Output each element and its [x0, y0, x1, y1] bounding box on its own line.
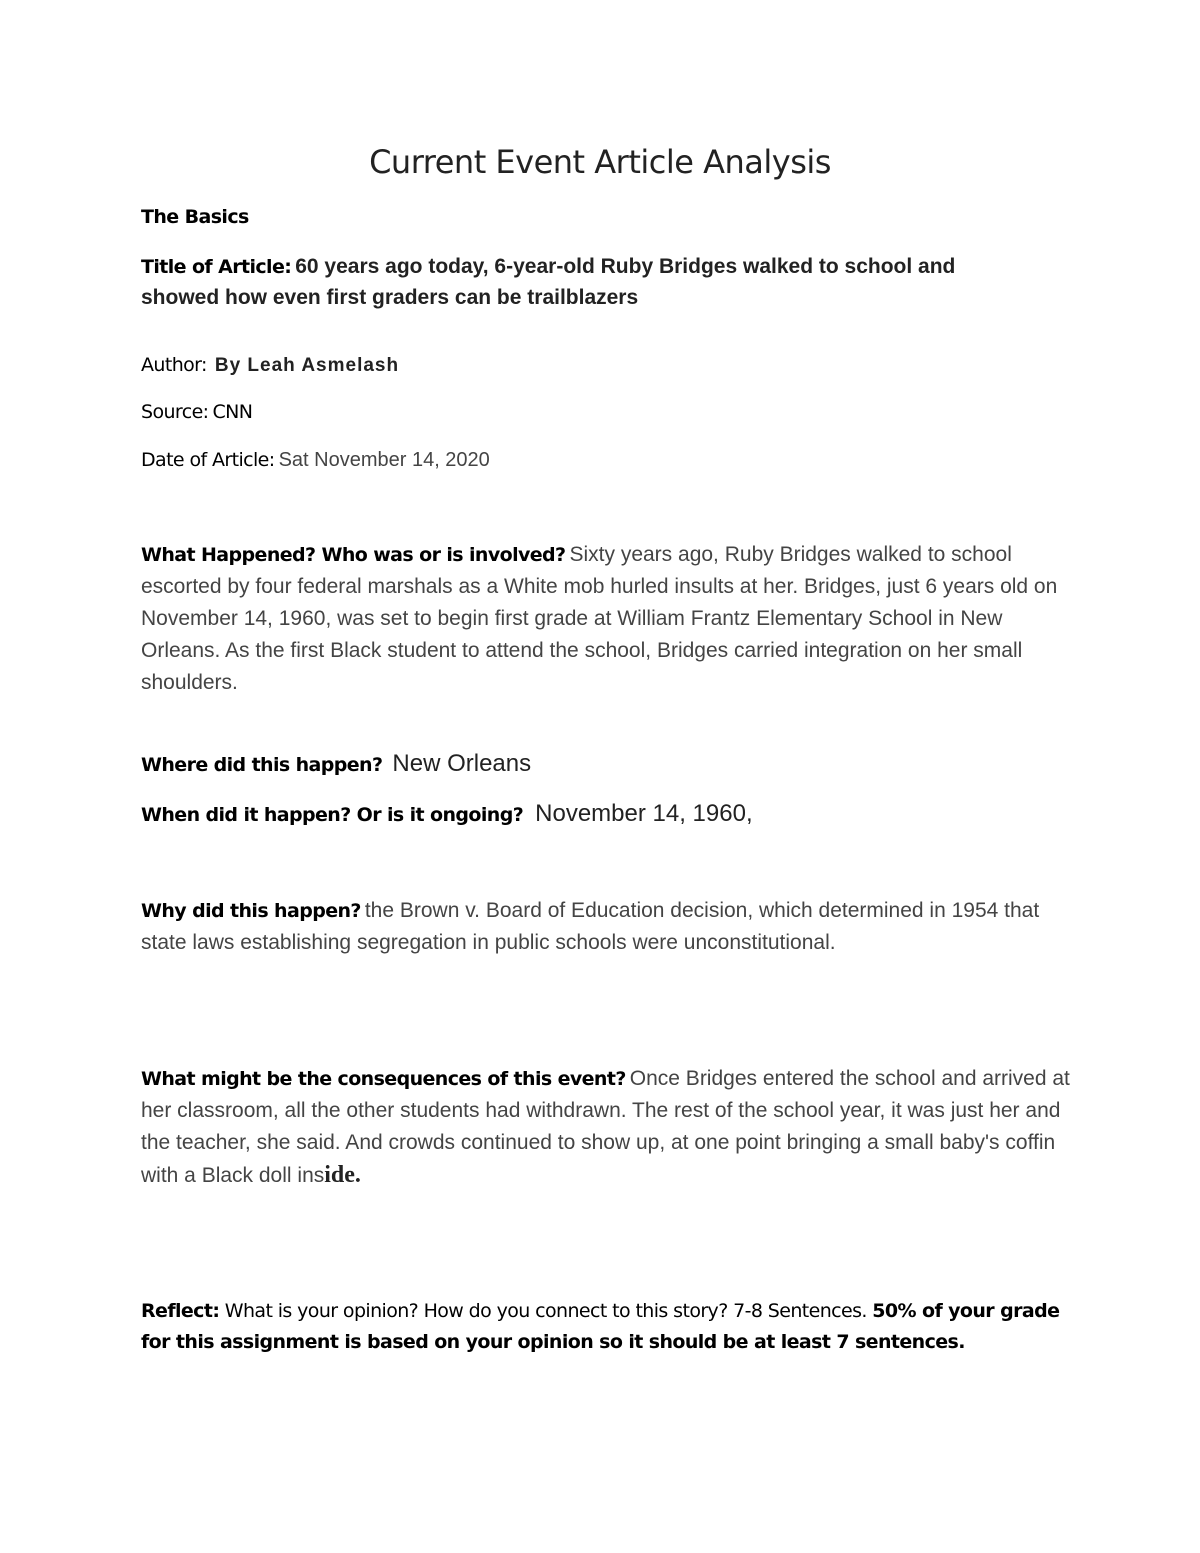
author-field [141, 354, 399, 377]
reflect-percent: 50 [872, 1300, 898, 1322]
reflect-label: Reflect: [141, 1300, 220, 1322]
where-field [141, 750, 531, 778]
source-field [141, 401, 252, 423]
source-label: Source: [141, 401, 209, 423]
why-field [141, 896, 1071, 960]
where-answer: New Orleans [392, 750, 532, 777]
author-label: Author: [141, 354, 207, 376]
article-title-field [141, 252, 1071, 314]
reflect-prompt: What is your opinion? How do you connect to this story? 7-8 Sentences. [224, 1300, 867, 1322]
consequences-answer: Once Bridges entered the school and arrived at her classroom, all the other students had withdrawn. The rest of the school year, it was just her and the teacher, she said. And crowds continued to show up, at one point bringing a small baby's coffin with a Black doll ins [141, 1067, 1070, 1187]
page-title: Current Event Article Analysis [369, 143, 831, 181]
when-label: When did it happen? Or is it ongoing? [141, 804, 524, 826]
article-title-line2: showed how even first graders can be trailblazers [141, 286, 639, 309]
author-value: By Leah Asmelash [214, 355, 400, 376]
date-field [141, 449, 490, 472]
consequences-answer-end: ide. [324, 1162, 361, 1188]
consequences-field [141, 1064, 1071, 1193]
what-happened-answer: Sixty years ago, Ruby Bridges walked to school escorted by four federal marshals as a White mob hurled insults at her. Bridges, just 6 years old on November 14, 1960, was set to begin first grade at William Frantz Elementary School in New Orleans. As the first Black student to attend the school, Bridges carried integration on her small shoulders. [141, 543, 1058, 694]
source-value: CNN [212, 401, 253, 423]
consequences-label: What might be the consequences of this event? [141, 1068, 626, 1090]
why-label: Why did this happen? [141, 900, 361, 922]
article-title-line1: 60 years ago today, 6-year-old Ruby Bridges walked to school and [295, 255, 956, 278]
article-title-label: Title of Article: [141, 256, 292, 278]
date-label: Date of Article: [141, 449, 275, 471]
what-happened-label: What Happened? Who was or is involved? [141, 544, 566, 566]
when-field [141, 800, 753, 828]
when-answer: November 14, 1960, [535, 800, 753, 827]
what-happened-field [141, 540, 1071, 700]
section-heading: The Basics [141, 206, 249, 228]
why-answer: the Brown v. Board of Education decision, which determined in 1954 that state laws establishing segregation in public schools were unconstitutional. [141, 899, 1040, 954]
reflect-rest: % of your grade for this assignment is based on your opinion so it should be at least 7 sentences. [141, 1300, 1060, 1353]
date-value: Sat November 14, 2020 [278, 449, 490, 471]
where-label: Where did this happen? [141, 754, 383, 776]
reflect-field [141, 1296, 1071, 1358]
